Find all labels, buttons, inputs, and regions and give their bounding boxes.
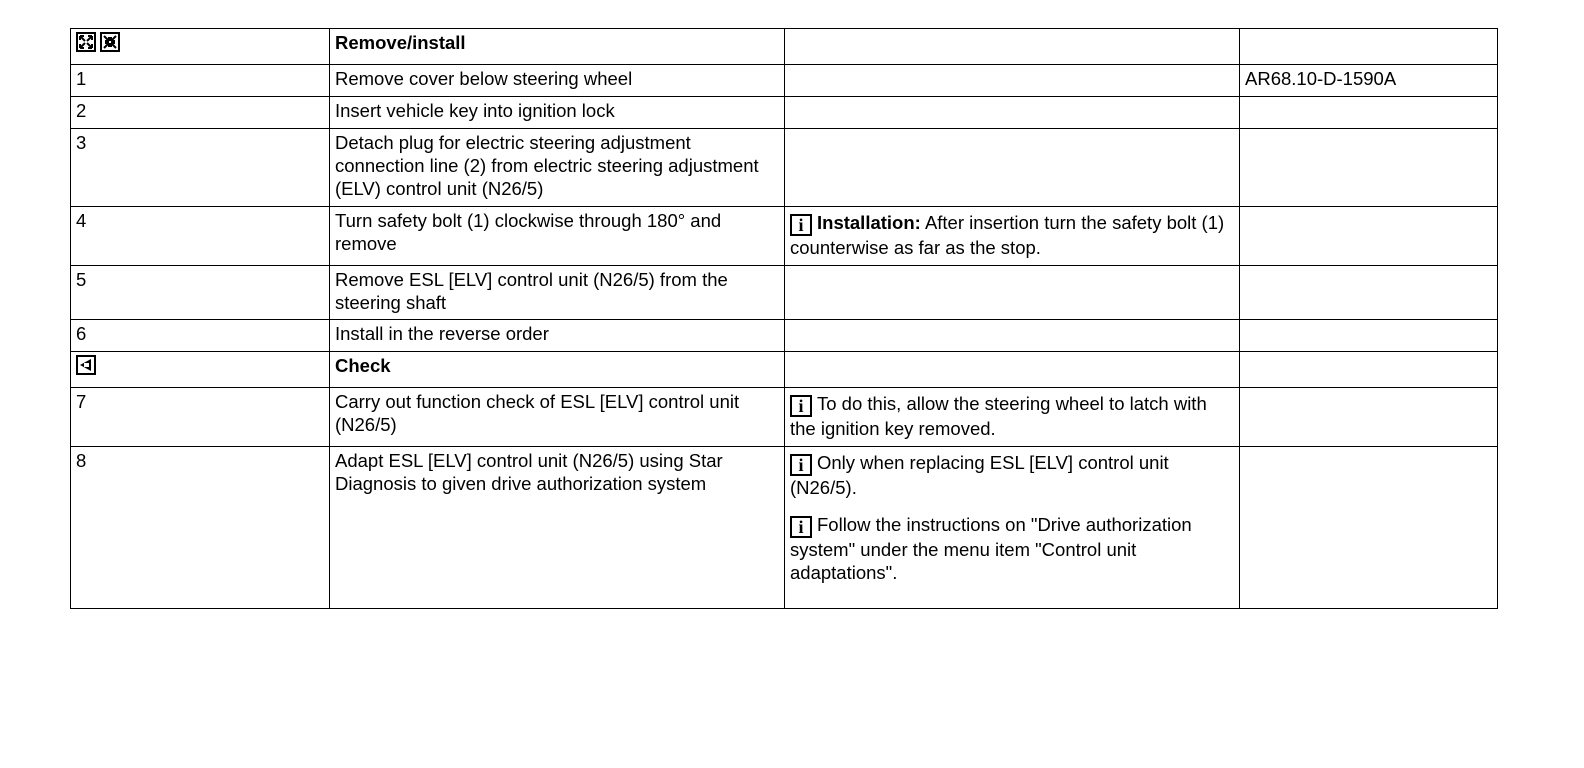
- step-reference: [1240, 447, 1498, 609]
- note-text: After insertion turn the safety bolt (1) counterwise as far as the stop.: [790, 212, 1225, 258]
- step-number: 4: [71, 207, 330, 266]
- step-text: Install in the reverse order: [330, 320, 785, 352]
- note-text: To do this, allow the steering wheel to latch with the ignition key removed.: [790, 393, 1207, 439]
- table-row: [71, 266, 1498, 320]
- step-reference: [1240, 320, 1498, 352]
- procedure-table: [70, 28, 1498, 609]
- info-icon: i: [790, 214, 812, 236]
- step-note: [785, 266, 1240, 320]
- step-reference: [1240, 388, 1498, 447]
- step-text: Detach plug for electric steering adjustment connection line (2) from electric steering adjustment (ELV) control unit (N26/5): [330, 129, 785, 207]
- table-row: [71, 65, 1498, 97]
- check-row: [71, 352, 1498, 388]
- check-ref-cell: [1240, 352, 1498, 388]
- table-row: [71, 97, 1498, 129]
- step-note: [785, 207, 1240, 266]
- section-title-remove-install: Remove/install: [330, 29, 785, 65]
- check-note-cell: [785, 352, 1240, 388]
- check-triangle-icon[interactable]: [76, 355, 96, 375]
- note-label: Installation:: [817, 212, 921, 233]
- step-note: [785, 320, 1240, 352]
- step-reference: [1240, 97, 1498, 129]
- step-text: Remove cover below steering wheel: [330, 65, 785, 97]
- table-row: [71, 207, 1498, 266]
- header-note-cell: [785, 29, 1240, 65]
- step-number: 3: [71, 129, 330, 207]
- step-text: Adapt ESL [ELV] control unit (N26/5) using Star Diagnosis to given drive authorization system: [330, 447, 785, 609]
- step-number: 7: [71, 388, 330, 447]
- note-text: Follow the instructions on "Drive authorization system" under the menu item "Control unit adaptations".: [790, 514, 1192, 583]
- note-text: Only when replacing ESL [ELV] control unit (N26/5).: [790, 452, 1169, 498]
- step-number: 8: [71, 447, 330, 609]
- step-note: [785, 388, 1240, 447]
- step-number: 5: [71, 266, 330, 320]
- step-text: Insert vehicle key into ignition lock: [330, 97, 785, 129]
- table-row: [71, 320, 1498, 352]
- info-icon: i: [790, 516, 812, 538]
- table-row: [71, 388, 1498, 447]
- expand-arrows-icon[interactable]: [76, 32, 96, 52]
- step-note: [785, 97, 1240, 129]
- step-number: 1: [71, 65, 330, 97]
- header-row: [71, 29, 1498, 65]
- step-reference: [1240, 207, 1498, 266]
- info-icon: i: [790, 395, 812, 417]
- step-reference: [1240, 266, 1498, 320]
- step-note: [785, 447, 1240, 609]
- check-icon-cell: [71, 352, 330, 388]
- note-block: [790, 513, 1234, 584]
- header-ref-cell: [1240, 29, 1498, 65]
- note-block: [790, 392, 1234, 440]
- step-text: Remove ESL [ELV] control unit (N26/5) from the steering shaft: [330, 266, 785, 320]
- table-row: [71, 129, 1498, 207]
- step-text: Carry out function check of ESL [ELV] control unit (N26/5): [330, 388, 785, 447]
- step-number: 2: [71, 97, 330, 129]
- info-icon: i: [790, 454, 812, 476]
- header-icons-cell: [71, 29, 330, 65]
- step-note: [785, 129, 1240, 207]
- step-text: Turn safety bolt (1) clockwise through 180° and remove: [330, 207, 785, 266]
- note-block: [790, 451, 1234, 499]
- step-number: 6: [71, 320, 330, 352]
- step-reference-link[interactable]: AR68.10-D-1590A: [1240, 65, 1498, 97]
- table-row: [71, 447, 1498, 609]
- step-reference: [1240, 129, 1498, 207]
- note-block: [790, 211, 1234, 259]
- collapse-arrows-icon[interactable]: [100, 32, 120, 52]
- section-title-check: Check: [330, 352, 785, 388]
- step-note: [785, 65, 1240, 97]
